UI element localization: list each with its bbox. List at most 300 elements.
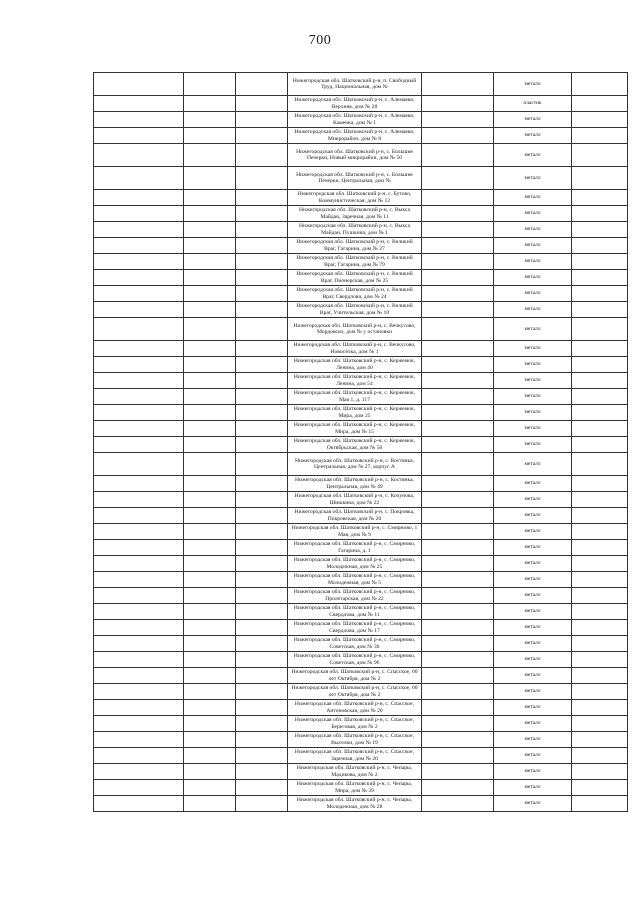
address-cell: Нижегородская обл. Шатковский р-н, с. Выкса Майдан, Пушкина, дом № 1 bbox=[288, 222, 422, 238]
empty-cell bbox=[236, 286, 288, 302]
table-row bbox=[94, 620, 628, 636]
empty-cell bbox=[572, 112, 628, 128]
empty-cell bbox=[184, 684, 236, 700]
empty-cell bbox=[236, 222, 288, 238]
material-cell: металл bbox=[494, 764, 572, 780]
empty-cell bbox=[236, 318, 288, 341]
empty-cell bbox=[572, 684, 628, 700]
address-cell: Нижегородская обл. Шатковский р-н, с. Великий Враг, Гагарина, дом № 79 bbox=[288, 254, 422, 270]
address-cell: Нижегородская обл. Шатковский р-н, с. Великий Враг, Учительская, дом № 10 bbox=[288, 302, 422, 318]
material-cell: металл bbox=[494, 668, 572, 684]
material-cell: металл bbox=[494, 190, 572, 206]
empty-cell bbox=[422, 357, 494, 373]
material-cell: металл bbox=[494, 684, 572, 700]
table-row bbox=[94, 716, 628, 732]
empty-cell bbox=[94, 405, 184, 421]
address-cell: Нижегородская обл. Шатковский р-н, с. Вечкусово, Мордовско, дом № у остановки bbox=[288, 318, 422, 341]
empty-cell bbox=[184, 700, 236, 716]
empty-cell bbox=[422, 206, 494, 222]
empty-cell bbox=[184, 476, 236, 492]
empty-cell bbox=[184, 524, 236, 540]
material-cell: металл bbox=[494, 302, 572, 318]
empty-cell bbox=[422, 286, 494, 302]
empty-cell bbox=[184, 492, 236, 508]
table-row bbox=[94, 540, 628, 556]
empty-cell bbox=[422, 341, 494, 357]
address-cell: Нижегородская обл. Шатковский р-н, с. Костянка, Центральная, дом № 27, корпус А bbox=[288, 453, 422, 476]
table-row bbox=[94, 238, 628, 254]
empty-cell bbox=[94, 652, 184, 668]
address-cell: Нижегородская обл. Шатковский р-н, с. Алемаево, Верхняя, дом № 28 bbox=[288, 96, 422, 112]
material-cell: металл bbox=[494, 222, 572, 238]
empty-cell bbox=[94, 437, 184, 453]
empty-cell bbox=[94, 222, 184, 238]
address-cell: Нижегородская обл. Шатковский р-н, с. Чепары, Молодежная, дом № 28 bbox=[288, 796, 422, 812]
empty-cell bbox=[572, 128, 628, 144]
empty-cell bbox=[572, 620, 628, 636]
empty-cell bbox=[184, 405, 236, 421]
empty-cell bbox=[572, 389, 628, 405]
empty-cell bbox=[572, 96, 628, 112]
table-row bbox=[94, 588, 628, 604]
table-row bbox=[94, 112, 628, 128]
empty-cell bbox=[422, 270, 494, 286]
table-row bbox=[94, 270, 628, 286]
table-row bbox=[94, 476, 628, 492]
empty-cell bbox=[184, 668, 236, 684]
empty-cell bbox=[572, 732, 628, 748]
material-cell: металл bbox=[494, 286, 572, 302]
empty-cell bbox=[94, 508, 184, 524]
address-cell: Нижегородская обл. Шатковский р-н, с. Кочунова, Шишкина, дом № 22 bbox=[288, 492, 422, 508]
empty-cell bbox=[94, 684, 184, 700]
empty-cell bbox=[94, 286, 184, 302]
empty-cell bbox=[572, 373, 628, 389]
table-row bbox=[94, 437, 628, 453]
address-cell: Нижегородская обл. Шатковский р-н, с. Великий Враг, Гагарина, дом № 27 bbox=[288, 238, 422, 254]
empty-cell bbox=[236, 492, 288, 508]
empty-cell bbox=[422, 732, 494, 748]
empty-cell bbox=[94, 254, 184, 270]
material-cell: металл bbox=[494, 437, 572, 453]
empty-cell bbox=[184, 732, 236, 748]
empty-cell bbox=[422, 604, 494, 620]
material-cell: металл bbox=[494, 492, 572, 508]
address-cell: Нижегородская обл. Шатковский р-н, с. Кержемок, Октябрьская, дом № 50 bbox=[288, 437, 422, 453]
empty-cell bbox=[184, 716, 236, 732]
empty-cell bbox=[236, 167, 288, 190]
empty-cell bbox=[184, 572, 236, 588]
material-cell: металл bbox=[494, 421, 572, 437]
address-cell: Нижегородская обл. Шатковский р-н, с. Кержемок, Мира, дом 25 bbox=[288, 405, 422, 421]
empty-cell bbox=[236, 302, 288, 318]
table-row bbox=[94, 421, 628, 437]
empty-cell bbox=[236, 341, 288, 357]
empty-cell bbox=[236, 716, 288, 732]
empty-cell bbox=[572, 556, 628, 572]
empty-cell bbox=[236, 73, 288, 96]
address-cell: Нижегородская обл. Шатковский р-н, с. Великий Враг, Свердлова, дом № 24 bbox=[288, 286, 422, 302]
empty-cell bbox=[572, 716, 628, 732]
table-row bbox=[94, 190, 628, 206]
empty-cell bbox=[94, 780, 184, 796]
empty-cell bbox=[236, 668, 288, 684]
material-cell: металл bbox=[494, 476, 572, 492]
table-row bbox=[94, 780, 628, 796]
empty-cell bbox=[422, 144, 494, 167]
empty-cell bbox=[236, 128, 288, 144]
empty-cell bbox=[422, 128, 494, 144]
empty-cell bbox=[422, 238, 494, 254]
empty-cell bbox=[572, 588, 628, 604]
empty-cell bbox=[94, 373, 184, 389]
material-cell: металл bbox=[494, 128, 572, 144]
empty-cell bbox=[184, 453, 236, 476]
material-cell: металл bbox=[494, 732, 572, 748]
address-cell: Нижегородская обл. Шатковский р-н, с. Большие Печерки, Новый микрорайон, дом № 50 bbox=[288, 144, 422, 167]
address-cell: Нижегородская обл. Шатковский р-н, с. Вечкусово, Новосёлка, дом № 1 bbox=[288, 341, 422, 357]
empty-cell bbox=[422, 167, 494, 190]
material-cell: металл bbox=[494, 389, 572, 405]
empty-cell bbox=[236, 206, 288, 222]
material-cell: металл bbox=[494, 405, 572, 421]
empty-cell bbox=[94, 668, 184, 684]
material-cell: металл bbox=[494, 604, 572, 620]
empty-cell bbox=[94, 96, 184, 112]
material-cell: металл bbox=[494, 318, 572, 341]
empty-cell bbox=[94, 341, 184, 357]
empty-cell bbox=[236, 684, 288, 700]
empty-cell bbox=[422, 652, 494, 668]
address-cell: Нижегородская обл. Шатковский р-н, с. Кержемок, Ленина, дом 54 bbox=[288, 373, 422, 389]
empty-cell bbox=[422, 780, 494, 796]
empty-cell bbox=[236, 453, 288, 476]
empty-cell bbox=[94, 732, 184, 748]
empty-cell bbox=[422, 405, 494, 421]
empty-cell bbox=[94, 636, 184, 652]
empty-cell bbox=[236, 780, 288, 796]
empty-cell bbox=[94, 357, 184, 373]
table-row bbox=[94, 286, 628, 302]
empty-cell bbox=[572, 668, 628, 684]
empty-cell bbox=[236, 572, 288, 588]
empty-cell bbox=[236, 652, 288, 668]
empty-cell bbox=[184, 318, 236, 341]
page-number: 700 bbox=[308, 33, 332, 48]
empty-cell bbox=[572, 73, 628, 96]
empty-cell bbox=[94, 318, 184, 341]
empty-cell bbox=[422, 716, 494, 732]
empty-cell bbox=[572, 190, 628, 206]
empty-cell bbox=[236, 524, 288, 540]
empty-cell bbox=[236, 270, 288, 286]
empty-cell bbox=[94, 302, 184, 318]
address-cell: Нижегородская обл. Шатковский р-н, с. Покровка, Покровская, дом № 20 bbox=[288, 508, 422, 524]
empty-cell bbox=[94, 556, 184, 572]
empty-cell bbox=[572, 302, 628, 318]
material-cell: металл bbox=[494, 112, 572, 128]
address-cell: Нижегородская обл. Шатковский р-н, с. Смирново, Советская, дом № 96 bbox=[288, 652, 422, 668]
table-row bbox=[94, 453, 628, 476]
empty-cell bbox=[236, 556, 288, 572]
empty-cell bbox=[184, 73, 236, 96]
empty-cell bbox=[422, 556, 494, 572]
address-cell: Нижегородская обл. Шатковский р-н, с. Спасское, Выселки, дом № 19 bbox=[288, 732, 422, 748]
empty-cell bbox=[184, 222, 236, 238]
material-cell: металл bbox=[494, 167, 572, 190]
empty-cell bbox=[572, 780, 628, 796]
table-row bbox=[94, 748, 628, 764]
empty-cell bbox=[184, 238, 236, 254]
table-row bbox=[94, 302, 628, 318]
table-row bbox=[94, 341, 628, 357]
empty-cell bbox=[94, 112, 184, 128]
empty-cell bbox=[422, 421, 494, 437]
table-row bbox=[94, 405, 628, 421]
material-cell: металл bbox=[494, 144, 572, 167]
empty-cell bbox=[422, 636, 494, 652]
empty-cell bbox=[422, 748, 494, 764]
empty-cell bbox=[184, 341, 236, 357]
empty-cell bbox=[572, 636, 628, 652]
address-cell: Нижегородская обл. Шатковский р-н, с. Спасское, Береговая, дом № 2 bbox=[288, 716, 422, 732]
address-cell: Нижегородская обл. Шатковский р-н, с. Спасское, Антоновская, дом № 20 bbox=[288, 700, 422, 716]
material-cell: металл bbox=[494, 556, 572, 572]
empty-cell bbox=[572, 167, 628, 190]
empty-cell bbox=[94, 700, 184, 716]
empty-cell bbox=[236, 508, 288, 524]
empty-cell bbox=[184, 540, 236, 556]
empty-cell bbox=[422, 302, 494, 318]
address-cell: Нижегородская обл. Шатковский р-н, с. Алемаево, Каменка, дом № 1 bbox=[288, 112, 422, 128]
table-row bbox=[94, 636, 628, 652]
empty-cell bbox=[572, 540, 628, 556]
material-cell: металл bbox=[494, 373, 572, 389]
empty-cell bbox=[94, 144, 184, 167]
empty-cell bbox=[422, 492, 494, 508]
empty-cell bbox=[184, 286, 236, 302]
table-row bbox=[94, 492, 628, 508]
empty-cell bbox=[422, 437, 494, 453]
empty-cell bbox=[184, 206, 236, 222]
empty-cell bbox=[236, 373, 288, 389]
empty-cell bbox=[572, 748, 628, 764]
empty-cell bbox=[572, 572, 628, 588]
address-cell: Нижегородская обл. Шатковский р-н, с. Смирново, Свердлова, дом № 11 bbox=[288, 604, 422, 620]
empty-cell bbox=[422, 112, 494, 128]
material-cell: металл bbox=[494, 341, 572, 357]
table-row bbox=[94, 222, 628, 238]
table-row bbox=[94, 357, 628, 373]
address-cell: Нижегородская обл. Шатковский р-н, с. Смирново, Пролетарская, дом № 22 bbox=[288, 588, 422, 604]
empty-cell bbox=[184, 748, 236, 764]
empty-cell bbox=[572, 453, 628, 476]
empty-cell bbox=[184, 302, 236, 318]
material-cell: металл bbox=[494, 524, 572, 540]
table-row bbox=[94, 73, 628, 96]
empty-cell bbox=[94, 716, 184, 732]
empty-cell bbox=[572, 270, 628, 286]
empty-cell bbox=[236, 389, 288, 405]
empty-cell bbox=[572, 421, 628, 437]
address-cell: Нижегородская обл. Шатковский р-н, с. Большие Печерки, Центральная, дом № bbox=[288, 167, 422, 190]
empty-cell bbox=[236, 604, 288, 620]
empty-cell bbox=[422, 453, 494, 476]
empty-cell bbox=[422, 796, 494, 812]
empty-cell bbox=[184, 652, 236, 668]
empty-cell bbox=[422, 700, 494, 716]
table-row bbox=[94, 556, 628, 572]
table-row bbox=[94, 128, 628, 144]
empty-cell bbox=[94, 748, 184, 764]
empty-cell bbox=[94, 524, 184, 540]
address-cell: Нижегородская обл. Шатковский р-н, с. Спасское, 60 лет Октября, дом № 2 bbox=[288, 668, 422, 684]
address-cell: Нижегородская обл. Шатковский р-н, с. Чепары, Мадикова, дом № 2 bbox=[288, 764, 422, 780]
empty-cell bbox=[236, 254, 288, 270]
table-row bbox=[94, 684, 628, 700]
empty-cell bbox=[94, 190, 184, 206]
address-cell: Нижегородская обл. Шатковский р-н, с. Смирново, Молодежная, дом № 25 bbox=[288, 556, 422, 572]
empty-cell bbox=[184, 373, 236, 389]
empty-cell bbox=[572, 508, 628, 524]
table-row bbox=[94, 732, 628, 748]
material-cell: пластик bbox=[494, 96, 572, 112]
empty-cell bbox=[236, 764, 288, 780]
material-cell: металл bbox=[494, 748, 572, 764]
empty-cell bbox=[184, 96, 236, 112]
table-row bbox=[94, 373, 628, 389]
empty-cell bbox=[572, 238, 628, 254]
material-cell: металл bbox=[494, 716, 572, 732]
empty-cell bbox=[572, 652, 628, 668]
empty-cell bbox=[422, 373, 494, 389]
empty-cell bbox=[94, 796, 184, 812]
empty-cell bbox=[422, 476, 494, 492]
empty-cell bbox=[422, 620, 494, 636]
empty-cell bbox=[422, 96, 494, 112]
empty-cell bbox=[184, 588, 236, 604]
empty-cell bbox=[236, 238, 288, 254]
empty-cell bbox=[184, 254, 236, 270]
table-row bbox=[94, 764, 628, 780]
material-cell: металл bbox=[494, 73, 572, 96]
empty-cell bbox=[184, 389, 236, 405]
table-row bbox=[94, 604, 628, 620]
empty-cell bbox=[94, 73, 184, 96]
empty-cell bbox=[94, 604, 184, 620]
empty-cell bbox=[184, 556, 236, 572]
empty-cell bbox=[236, 588, 288, 604]
empty-cell bbox=[184, 508, 236, 524]
table-row bbox=[94, 144, 628, 167]
empty-cell bbox=[422, 508, 494, 524]
empty-cell bbox=[184, 128, 236, 144]
empty-cell bbox=[236, 437, 288, 453]
material-cell: металл bbox=[494, 206, 572, 222]
empty-cell bbox=[94, 572, 184, 588]
empty-cell bbox=[236, 421, 288, 437]
empty-cell bbox=[236, 144, 288, 167]
empty-cell bbox=[184, 270, 236, 286]
empty-cell bbox=[236, 476, 288, 492]
address-cell: Нижегородская обл. Шатковский р-н, с. Кержемок, Ленина, дом 40 bbox=[288, 357, 422, 373]
address-cell: Нижегородская обл. Шатковский р-н, с. Кержемок, Мая 1, д. 117 bbox=[288, 389, 422, 405]
empty-cell bbox=[572, 341, 628, 357]
empty-cell bbox=[184, 780, 236, 796]
empty-cell bbox=[572, 222, 628, 238]
material-cell: металл bbox=[494, 357, 572, 373]
empty-cell bbox=[236, 748, 288, 764]
empty-cell bbox=[572, 524, 628, 540]
empty-cell bbox=[422, 668, 494, 684]
material-cell: металл bbox=[494, 652, 572, 668]
material-cell: металл bbox=[494, 254, 572, 270]
address-cell: Нижегородская обл. Шатковский р-н, с. Спасское, Заречная, дом № 20 bbox=[288, 748, 422, 764]
empty-cell bbox=[236, 700, 288, 716]
table-row bbox=[94, 652, 628, 668]
empty-cell bbox=[94, 389, 184, 405]
table-row bbox=[94, 668, 628, 684]
table-row bbox=[94, 206, 628, 222]
address-cell: Нижегородская обл. Шатковский р-н, с. Смирново, Советская, дом № 36 bbox=[288, 636, 422, 652]
address-cell: Нижегородская обл. Шатковский р-н, с. Выкса Майдан, Заречная, дом № 11 bbox=[288, 206, 422, 222]
address-cell: Нижегородская обл. Шатковский р-н, с. Чепары, Мира, дом № 39 bbox=[288, 780, 422, 796]
empty-cell bbox=[94, 238, 184, 254]
empty-cell bbox=[572, 492, 628, 508]
table-body bbox=[94, 73, 628, 812]
empty-cell bbox=[572, 796, 628, 812]
empty-cell bbox=[184, 421, 236, 437]
empty-cell bbox=[94, 270, 184, 286]
empty-cell bbox=[422, 190, 494, 206]
empty-cell bbox=[184, 112, 236, 128]
table-row bbox=[94, 572, 628, 588]
material-cell: металл bbox=[494, 540, 572, 556]
address-cell: Нижегородская обл. Шатковский р-н, с. Кержемок, Мира, дом № 15 bbox=[288, 421, 422, 437]
material-cell: металл bbox=[494, 620, 572, 636]
empty-cell bbox=[236, 620, 288, 636]
empty-cell bbox=[236, 796, 288, 812]
address-cell: Нижегородская обл. Шатковский р-н, с. Смирново, Гагарина, д. 1 bbox=[288, 540, 422, 556]
empty-cell bbox=[422, 254, 494, 270]
empty-cell bbox=[184, 636, 236, 652]
empty-cell bbox=[422, 318, 494, 341]
empty-cell bbox=[236, 96, 288, 112]
empty-cell bbox=[94, 540, 184, 556]
material-cell: металл bbox=[494, 700, 572, 716]
empty-cell bbox=[572, 700, 628, 716]
empty-cell bbox=[94, 476, 184, 492]
empty-cell bbox=[94, 764, 184, 780]
material-cell: металл bbox=[494, 796, 572, 812]
empty-cell bbox=[422, 588, 494, 604]
empty-cell bbox=[422, 540, 494, 556]
empty-cell bbox=[94, 206, 184, 222]
material-cell: металл bbox=[494, 508, 572, 524]
empty-cell bbox=[572, 476, 628, 492]
empty-cell bbox=[236, 540, 288, 556]
empty-cell bbox=[236, 357, 288, 373]
empty-cell bbox=[236, 636, 288, 652]
empty-cell bbox=[572, 254, 628, 270]
material-cell: металл bbox=[494, 270, 572, 286]
address-cell: Нижегородская обл. Шатковский р-н, с. Смирново, 1 Мая, дом № 9 bbox=[288, 524, 422, 540]
material-cell: металл bbox=[494, 636, 572, 652]
material-cell: металл bbox=[494, 238, 572, 254]
empty-cell bbox=[184, 144, 236, 167]
empty-cell bbox=[422, 524, 494, 540]
empty-cell bbox=[94, 453, 184, 476]
